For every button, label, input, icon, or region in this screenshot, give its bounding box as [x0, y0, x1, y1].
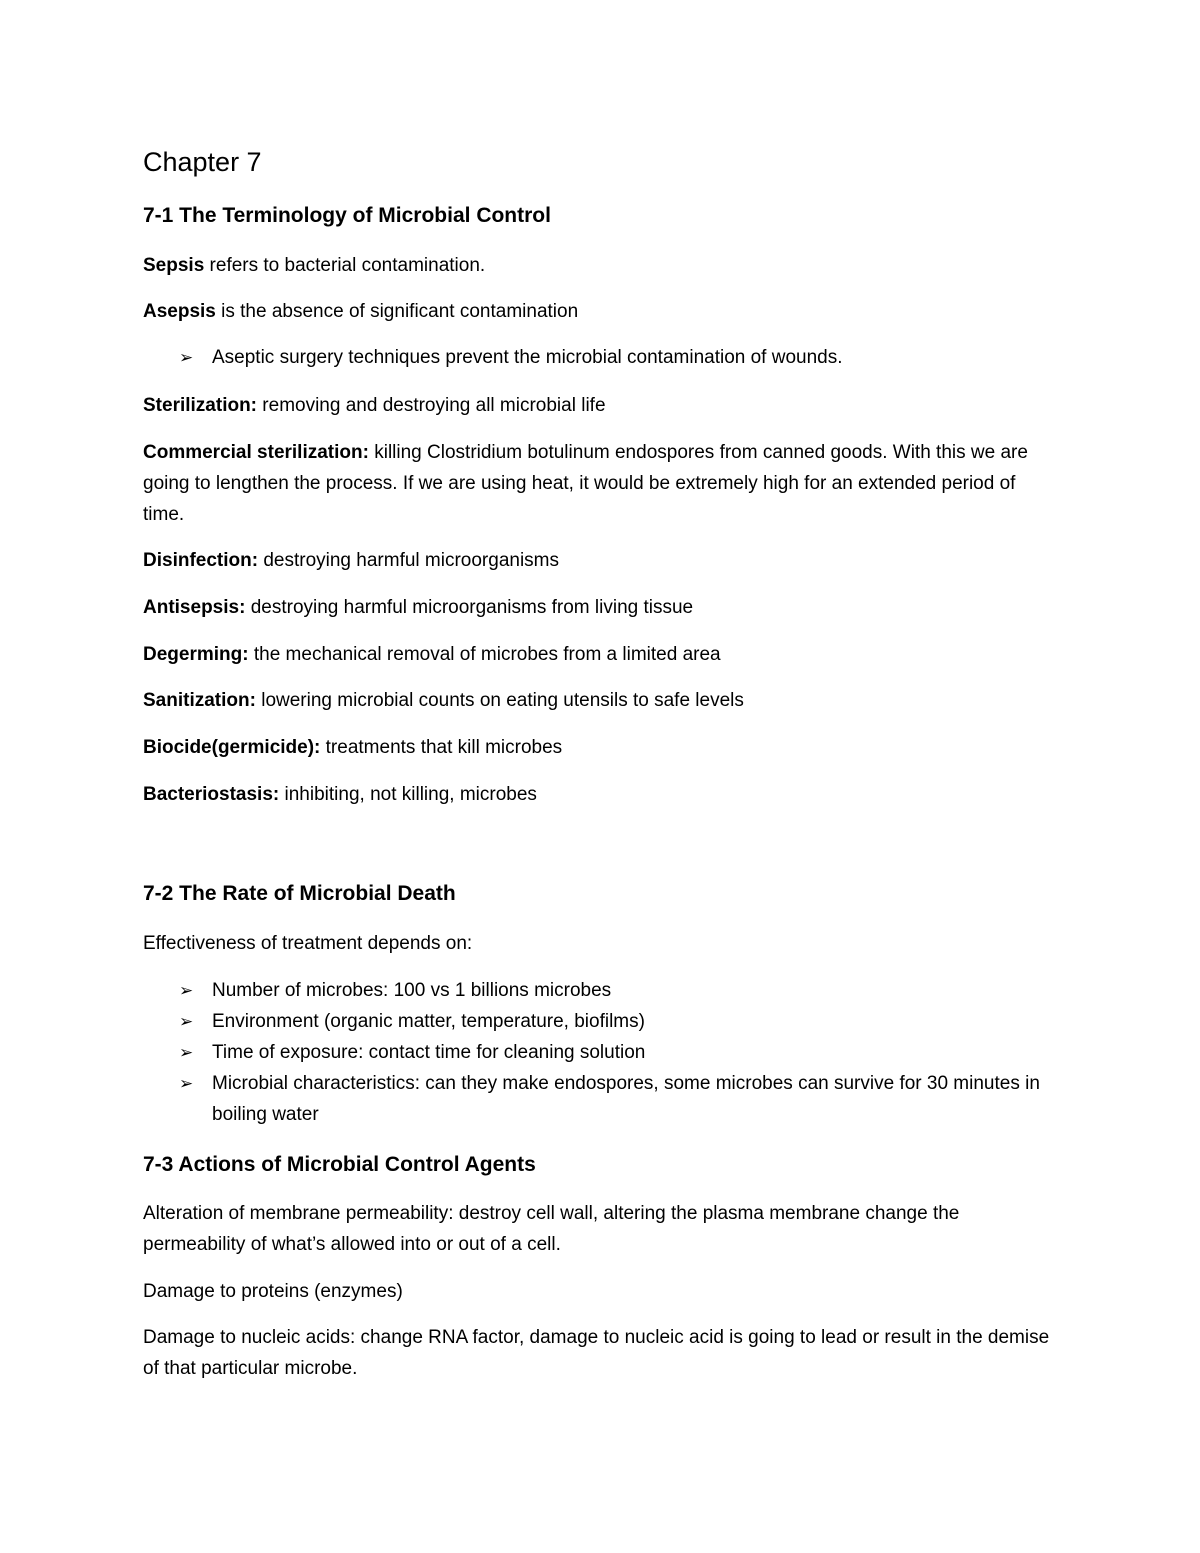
term-definition: lowering microbial counts on eating utensils to safe levels: [255, 690, 744, 711]
term-label: Asepsis: [143, 301, 216, 322]
arrow-bullet-icon: ➢: [179, 1043, 194, 1062]
term-label: Sepsis: [143, 255, 205, 276]
term-definition: the mechanical removal of microbes from a limited area: [248, 644, 721, 665]
term-label: Bacteriostasis:: [143, 784, 280, 805]
term-label: Disinfection:: [143, 550, 259, 571]
term-biocide: [143, 732, 1058, 763]
section-heading-7-2: 7-2 The Rate of Microbial Death: [143, 882, 456, 905]
term-label: Sterilization:: [143, 395, 258, 416]
term-disinfection: [143, 545, 1058, 576]
bullet-text: Microbial characteristics: can they make endospores, some microbes can survive for 30 minutes in boiling water: [212, 1073, 1040, 1125]
term-label: Commercial sterilization:: [143, 442, 369, 463]
term-definition: inhibiting, not killing, microbes: [279, 784, 537, 805]
term-definition: destroying harmful microorganisms: [258, 550, 560, 571]
term-antisepsis: [143, 592, 1058, 623]
arrow-bullet-icon: ➢: [179, 1012, 194, 1031]
bullet-text: Aseptic surgery techniques prevent the microbial contamination of wounds.: [212, 347, 843, 368]
term-degerming: [143, 639, 1058, 670]
term-definition: destroying harmful microorganisms from living tissue: [245, 597, 694, 618]
term-label: Biocide(germicide):: [143, 737, 321, 758]
arrow-bullet-icon: ➢: [179, 981, 194, 1000]
term-label: Antisepsis:: [143, 597, 246, 618]
term-sterilization: [143, 390, 1058, 421]
term-definition: treatments that kill microbes: [320, 737, 563, 758]
term-bacteriostasis: [143, 779, 1058, 810]
term-definition: is the absence of significant contamination: [215, 301, 579, 322]
effectiveness-intro: Effectiveness of treatment depends on:: [143, 933, 473, 954]
bullet-text: Environment (organic matter, temperature, biofilms): [212, 1011, 645, 1032]
action-paragraph: Alteration of membrane permeability: destroy cell wall, altering the plasma membrane change the permeability of what’s allowed into or out of a cell.: [143, 1203, 960, 1255]
term-asepsis: [143, 296, 1058, 327]
chapter-title: Chapter 7: [143, 147, 262, 177]
bullet-text: Time of exposure: contact time for cleaning solution: [212, 1042, 646, 1063]
action-paragraph: Damage to proteins (enzymes): [143, 1281, 403, 1302]
term-definition: killing Clostridium botulinum endospores from canned goods. With this we are going to lengthen the process. If we are using heat, it would be extremely high for an extended period of time.: [143, 442, 1028, 525]
term-label: Degerming:: [143, 644, 249, 665]
term-sanitization: [143, 685, 1058, 716]
section-heading-7-3: 7-3 Actions of Microbial Control Agents: [143, 1153, 536, 1176]
arrow-bullet-icon: ➢: [179, 1074, 194, 1093]
term-commercial-sterilization: [143, 437, 1058, 530]
term-label: Sanitization:: [143, 690, 256, 711]
term-sepsis: [143, 250, 1058, 281]
arrow-bullet-icon: ➢: [179, 348, 194, 367]
section-heading-7-1: 7-1 The Terminology of Microbial Control: [143, 204, 551, 227]
term-definition: removing and destroying all microbial life: [257, 395, 606, 416]
bullet-text: Number of microbes: 100 vs 1 billions microbes: [212, 980, 612, 1001]
term-definition: refers to bacterial contamination.: [204, 255, 486, 276]
action-paragraph: Damage to nucleic acids: change RNA factor, damage to nucleic acid is going to lead or result in the demise of that particular microbe.: [143, 1327, 1050, 1379]
